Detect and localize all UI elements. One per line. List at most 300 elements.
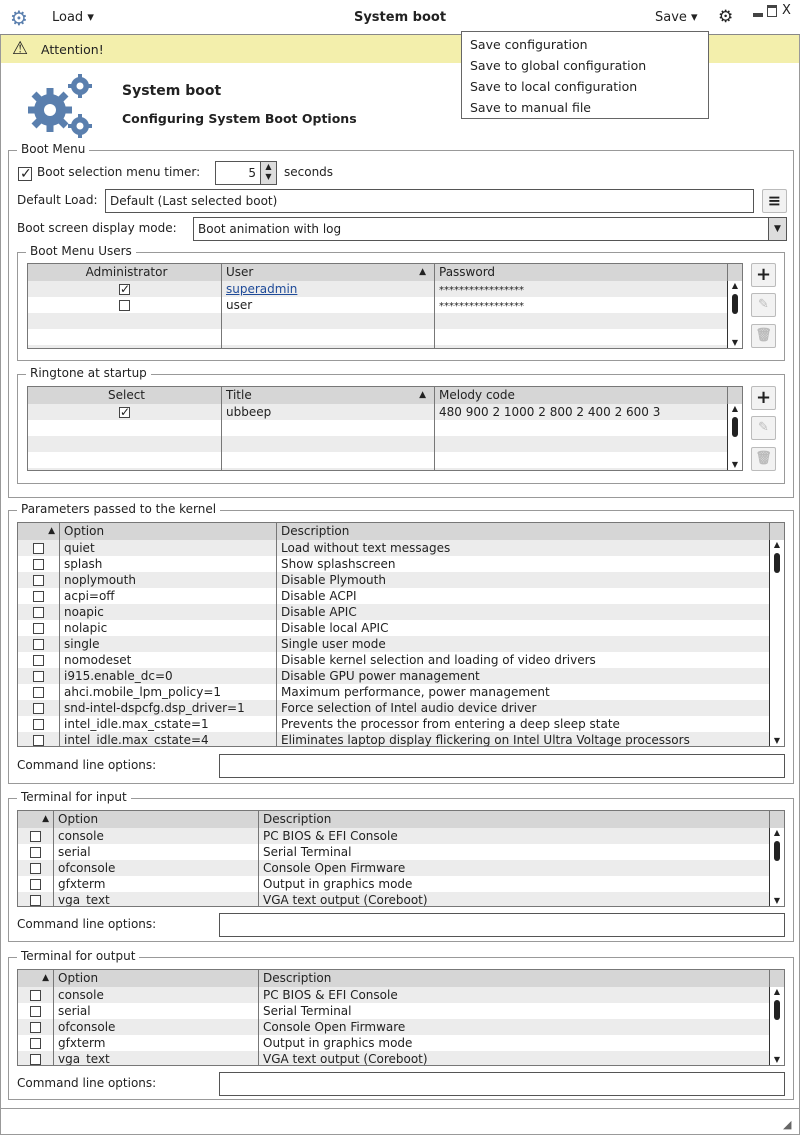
table-row[interactable] <box>18 684 784 700</box>
cell-text: 480 900 2 1000 2 800 2 400 2 600 3 <box>439 405 661 419</box>
menu-icon[interactable]: ≡ <box>762 189 787 213</box>
table-row[interactable] <box>18 828 784 844</box>
table-row[interactable] <box>18 716 784 732</box>
kernel-legend: Parameters passed to the kernel <box>17 502 220 516</box>
timer-checkbox[interactable] <box>18 167 32 181</box>
checkbox[interactable] <box>30 1054 41 1065</box>
checkbox[interactable] <box>33 735 44 746</box>
cell-text: single <box>64 637 100 651</box>
cell-text: splash <box>64 557 103 571</box>
table-cell <box>277 732 770 747</box>
cell-text: PC BIOS & EFI Console <box>263 829 398 843</box>
table-cell <box>28 281 222 297</box>
table-cell <box>222 468 435 471</box>
table-row[interactable] <box>18 1003 784 1019</box>
table-row[interactable] <box>18 844 784 860</box>
timer-stepper[interactable] <box>215 161 277 185</box>
table-row[interactable] <box>28 420 742 436</box>
table-cell <box>54 1019 259 1035</box>
table-cell <box>28 313 222 329</box>
cell-text: gfxterm <box>58 1036 106 1050</box>
cell-text: noplymouth <box>64 573 136 587</box>
checkbox[interactable] <box>33 591 44 602</box>
checkbox[interactable] <box>33 543 44 554</box>
column-header[interactable] <box>28 387 222 404</box>
checkbox[interactable] <box>30 863 41 874</box>
table-row[interactable] <box>18 700 784 716</box>
checkbox[interactable] <box>33 703 44 714</box>
term-out-table <box>17 969 785 1066</box>
scroll-up-icon[interactable]: ▲ <box>773 987 781 996</box>
users-add-plus-icon[interactable]: + <box>751 263 776 287</box>
save-menu-button[interactable]: Save ▾ <box>655 10 698 25</box>
checkbox[interactable] <box>30 1038 41 1049</box>
table-cell <box>18 604 60 620</box>
cell-text: serial <box>58 845 91 859</box>
table-row[interactable] <box>18 732 784 747</box>
scroll-down-icon[interactable]: ▼ <box>731 460 739 469</box>
column-header-label: Administrator <box>85 265 168 279</box>
table-cell <box>259 876 770 892</box>
table-cell <box>259 892 770 907</box>
table-cell <box>222 404 435 420</box>
checkbox[interactable] <box>33 575 44 586</box>
table-cell <box>259 1051 770 1066</box>
table-cell <box>54 844 259 860</box>
menu-item-save-manual[interactable]: Save to manual file <box>470 100 592 115</box>
column-header-label: Description <box>263 812 332 826</box>
table-cell <box>259 844 770 860</box>
column-header[interactable] <box>18 970 54 987</box>
users-legend: Boot Menu Users <box>26 244 136 258</box>
table-cell <box>28 345 222 349</box>
table-cell <box>222 452 435 468</box>
table-cell <box>222 436 435 452</box>
cell-text: Serial Terminal <box>263 1004 352 1018</box>
scroll-up-icon[interactable]: ▲ <box>773 540 781 549</box>
scroll-up-icon[interactable]: ▲ <box>731 404 739 413</box>
default-load-field[interactable]: Default (Last selected boot) <box>105 189 754 213</box>
table-cell <box>18 540 60 556</box>
column-header-label: Melody code <box>439 388 515 402</box>
table-cell <box>54 860 259 876</box>
cell-text: Single user mode <box>281 637 386 651</box>
column-header-label: User <box>226 265 254 279</box>
table-cell <box>54 1035 259 1051</box>
table-row[interactable] <box>18 620 784 636</box>
checkbox[interactable] <box>30 879 41 890</box>
column-header[interactable] <box>222 387 435 404</box>
cell-text: ahci.mobile_lpm_policy=1 <box>64 685 222 699</box>
table-row[interactable] <box>18 572 784 588</box>
status-divider <box>1 1108 799 1109</box>
column-header-label: Option <box>58 812 99 826</box>
cell-text: Output in graphics mode <box>263 877 413 891</box>
warning-icon: ⚠ <box>12 38 29 59</box>
table-row[interactable] <box>18 876 784 892</box>
table-cell <box>277 604 770 620</box>
table-cell <box>18 636 60 652</box>
cell-text: intel_idle.max_cstate=4 <box>64 733 209 747</box>
column-header-label: Description <box>263 971 332 985</box>
table-cell <box>18 987 54 1003</box>
table-row[interactable] <box>28 468 742 471</box>
cell-text: ubbeep <box>226 405 272 419</box>
ringtone-edit-pencil-icon[interactable]: ✎ <box>751 416 776 440</box>
table-cell <box>54 828 259 844</box>
seconds-label: seconds <box>284 165 334 179</box>
chevron-down-icon[interactable]: ▼ <box>768 218 786 240</box>
scroll-thumb[interactable] <box>774 553 780 573</box>
table-cell <box>28 468 222 471</box>
table-cell <box>259 987 770 1003</box>
cell-text: quiet <box>64 541 95 555</box>
table-row[interactable] <box>18 1051 784 1066</box>
cell-text: PC BIOS & EFI Console <box>263 988 398 1002</box>
cell-text: VGA text output (Coreboot) <box>263 1052 428 1066</box>
scroll-down-icon[interactable]: ▼ <box>731 338 739 347</box>
table-cell <box>435 313 728 329</box>
table-cell <box>259 1019 770 1035</box>
cell-text: i915.enable_dc=0 <box>64 669 173 683</box>
cell-text: Load without text messages <box>281 541 451 555</box>
table-cell <box>28 452 222 468</box>
cell-text: Console Open Firmware <box>263 1020 406 1034</box>
table-row[interactable] <box>18 588 784 604</box>
scroll-thumb[interactable] <box>732 294 738 314</box>
checkbox[interactable] <box>33 719 44 730</box>
cell-text: noapic <box>64 605 104 619</box>
sort-asc-icon[interactable]: ▲ <box>42 973 49 983</box>
header-filler <box>728 387 742 404</box>
header-filler <box>728 264 742 281</box>
table-row[interactable] <box>28 404 742 420</box>
cell-text: Prevents the processor from entering a deep sleep state <box>281 717 620 731</box>
check-icon: ✓ <box>120 282 131 296</box>
cell-text: Disable Plymouth <box>281 573 386 587</box>
table-cell <box>18 828 54 844</box>
minimize-icon[interactable] <box>753 13 763 17</box>
column-header[interactable] <box>18 523 60 540</box>
cell-text: Serial Terminal <box>263 845 352 859</box>
table-cell <box>222 281 435 297</box>
table-row[interactable] <box>18 892 784 907</box>
table-cell <box>277 684 770 700</box>
terminal-output-legend: Terminal for output <box>17 949 139 963</box>
table-row[interactable] <box>28 452 742 468</box>
table-cell <box>435 436 728 452</box>
scroll-down-icon[interactable]: ▼ <box>773 1055 781 1064</box>
timer-label: Boot selection menu timer: <box>37 165 201 179</box>
table-row[interactable] <box>18 668 784 684</box>
column-header[interactable] <box>28 264 222 281</box>
table-row[interactable] <box>28 281 742 297</box>
table-cell <box>28 297 222 313</box>
cell-text: Disable GPU power management <box>281 669 480 683</box>
users-delete-trash-icon[interactable]: 🗑 <box>751 324 776 348</box>
column-header[interactable] <box>54 970 259 987</box>
load-label: Load <box>52 10 84 25</box>
cell-text: Disable ACPI <box>281 589 357 603</box>
gears-icon: ⚙ <box>10 6 28 30</box>
checkbox[interactable] <box>30 1006 41 1017</box>
table-cell <box>435 329 728 345</box>
menu-item-save-local[interactable]: Save to local configuration <box>470 79 638 94</box>
column-header-label: Option <box>58 971 99 985</box>
table-cell <box>60 668 277 684</box>
header-title: System boot <box>122 83 222 99</box>
term-out-cmd-label: Command line options: <box>17 1076 157 1090</box>
column-header-label: Select <box>107 388 146 402</box>
window-title: System boot <box>353 10 447 25</box>
table-row[interactable] <box>28 329 742 345</box>
vertical-scrollbar[interactable] <box>769 828 784 906</box>
sort-asc-icon[interactable]: ▲ <box>48 526 55 536</box>
table-cell <box>435 281 728 297</box>
table-cell <box>18 716 60 732</box>
cell-text: ***************** <box>439 285 524 296</box>
table-cell <box>259 860 770 876</box>
table-cell <box>60 588 277 604</box>
scroll-up-icon[interactable]: ▲ <box>773 828 781 837</box>
cell-text: user <box>226 298 253 312</box>
sort-asc-icon[interactable]: ▲ <box>419 390 426 400</box>
cell-text: serial <box>58 1004 91 1018</box>
attention-text: Attention! <box>41 42 104 57</box>
display-mode-label: Boot screen display mode: <box>17 221 177 235</box>
vertical-scrollbar[interactable] <box>769 987 784 1065</box>
table-cell <box>60 604 277 620</box>
vertical-scrollbar[interactable] <box>727 281 742 348</box>
table-cell <box>18 892 54 907</box>
checkbox[interactable] <box>30 831 41 842</box>
scroll-up-icon[interactable]: ▲ <box>731 281 739 290</box>
table-cell <box>277 572 770 588</box>
checkbox[interactable] <box>33 639 44 650</box>
vertical-scrollbar[interactable] <box>769 540 784 746</box>
header-filler <box>770 523 784 540</box>
column-header[interactable] <box>277 523 770 540</box>
checkbox[interactable] <box>33 559 44 570</box>
column-header[interactable] <box>435 387 728 404</box>
table-cell <box>54 1003 259 1019</box>
term-out-cmd-input[interactable] <box>219 1072 785 1096</box>
table-cell <box>54 876 259 892</box>
table-cell <box>222 313 435 329</box>
table-cell <box>18 620 60 636</box>
table-cell <box>60 732 277 747</box>
resize-grip-icon[interactable]: ◢ <box>783 1118 792 1131</box>
checkbox-checked[interactable] <box>119 407 130 418</box>
cell-text: intel_idle.max_cstate=1 <box>64 717 209 731</box>
table-row[interactable] <box>28 345 742 349</box>
table-cell <box>435 452 728 468</box>
cell-text: Console Open Firmware <box>263 861 406 875</box>
users-edit-pencil-icon[interactable]: ✎ <box>751 293 776 317</box>
checkbox[interactable] <box>119 300 130 311</box>
kernel-cmd-label: Command line options: <box>17 758 157 772</box>
table-cell <box>222 420 435 436</box>
vertical-scrollbar[interactable] <box>727 404 742 470</box>
scroll-thumb[interactable] <box>732 417 738 437</box>
cell-text: gfxterm <box>58 877 106 891</box>
table-cell <box>60 620 277 636</box>
cell-text: vga_text <box>58 893 110 907</box>
column-header[interactable] <box>60 523 277 540</box>
column-header[interactable] <box>259 970 770 987</box>
menu-item-save-global[interactable]: Save to global configuration <box>470 58 647 73</box>
column-header[interactable] <box>435 264 728 281</box>
table-cell <box>277 620 770 636</box>
table-cell <box>60 556 277 572</box>
scroll-down-icon[interactable]: ▼ <box>773 896 781 905</box>
close-icon[interactable]: X <box>782 3 791 18</box>
display-mode-value: Boot animation with log <box>198 222 342 236</box>
table-cell <box>18 1003 54 1019</box>
term-in-cmd-input[interactable] <box>219 913 785 937</box>
table-cell <box>277 636 770 652</box>
table-row[interactable] <box>18 987 784 1003</box>
menu-item-save-configuration[interactable]: Save configuration <box>470 37 588 52</box>
cell-text: Output in graphics mode <box>263 1036 413 1050</box>
header-filler <box>770 970 784 987</box>
timer-value: 5 <box>248 166 256 180</box>
checkbox[interactable] <box>30 1022 41 1033</box>
checkbox[interactable] <box>30 990 41 1001</box>
table-cell <box>60 684 277 700</box>
column-header[interactable] <box>54 811 259 828</box>
cell-text: vga_text <box>58 1052 110 1066</box>
kernel-cmd-input[interactable] <box>219 754 785 778</box>
table-cell <box>18 588 60 604</box>
table-cell <box>222 329 435 345</box>
table-cell <box>28 420 222 436</box>
table-cell <box>28 329 222 345</box>
default-load-label: Default Load: <box>17 193 98 207</box>
users-table <box>27 263 743 349</box>
table-cell <box>18 860 54 876</box>
boot-menu-legend: Boot Menu <box>17 142 89 156</box>
table-cell <box>60 540 277 556</box>
maximize-icon[interactable] <box>767 5 777 17</box>
column-header-label: Title <box>226 388 252 402</box>
gear-icon[interactable]: ⚙ <box>718 7 734 27</box>
checkbox[interactable] <box>33 687 44 698</box>
table-cell <box>435 345 728 349</box>
checkbox[interactable] <box>30 895 41 906</box>
table-row[interactable] <box>28 297 742 313</box>
table-cell <box>435 404 728 420</box>
table-cell <box>435 420 728 436</box>
title-bar <box>0 0 800 35</box>
table-cell <box>18 1051 54 1066</box>
cell-text: ofconsole <box>58 1020 116 1034</box>
table-cell <box>28 404 222 420</box>
header-subtitle: Configuring System Boot Options <box>122 111 357 126</box>
column-header-label: Password <box>439 265 496 279</box>
save-label: Save <box>655 10 687 25</box>
table-cell <box>18 668 60 684</box>
scroll-thumb[interactable] <box>774 1000 780 1020</box>
ringtone-delete-trash-icon[interactable]: 🗑 <box>751 447 776 471</box>
stepper-arrows-icon[interactable]: ▲ ▼ <box>260 162 276 184</box>
table-row[interactable] <box>18 1019 784 1035</box>
check-icon: ✓ <box>20 165 32 182</box>
sort-asc-icon[interactable]: ▲ <box>419 267 426 277</box>
table-row[interactable] <box>18 636 784 652</box>
table-cell <box>277 716 770 732</box>
cell-text: Disable kernel selection and loading of video drivers <box>281 653 596 667</box>
column-header[interactable] <box>18 811 54 828</box>
ringtone-add-plus-icon[interactable]: + <box>751 386 776 410</box>
kernel-table <box>17 522 785 747</box>
column-header[interactable] <box>222 264 435 281</box>
table-cell <box>18 684 60 700</box>
scroll-down-icon[interactable]: ▼ <box>773 736 781 745</box>
table-cell <box>18 844 54 860</box>
table-cell <box>18 1019 54 1035</box>
checkbox-checked[interactable] <box>119 284 130 295</box>
column-header-label: Option <box>64 524 105 538</box>
table-cell <box>435 468 728 471</box>
load-menu-button[interactable]: Load ▾ <box>52 10 94 25</box>
table-row[interactable] <box>18 556 784 572</box>
table-row[interactable] <box>18 1035 784 1051</box>
ringtone-table <box>27 386 743 471</box>
cell-text: snd-intel-dspcfg.dsp_driver=1 <box>64 701 245 715</box>
table-cell <box>60 700 277 716</box>
ringtone-legend: Ringtone at startup <box>26 366 151 380</box>
table-row[interactable] <box>28 436 742 452</box>
cell-text: acpi=off <box>64 589 115 603</box>
table-cell <box>435 297 728 313</box>
table-row[interactable] <box>18 652 784 668</box>
checkbox[interactable] <box>30 847 41 858</box>
table-cell <box>18 732 60 747</box>
terminal-input-legend: Terminal for input <box>17 790 131 804</box>
cell-text: nolapic <box>64 621 108 635</box>
table-cell <box>54 892 259 907</box>
cell-text: superadmin <box>226 282 298 296</box>
cell-text: Disable local APIC <box>281 621 389 635</box>
cell-text: VGA text output (Coreboot) <box>263 893 428 907</box>
display-mode-select[interactable] <box>193 217 787 241</box>
cell-text: Force selection of Intel audio device driver <box>281 701 537 715</box>
column-header-label: Description <box>281 524 350 538</box>
table-cell <box>18 572 60 588</box>
table-cell <box>277 556 770 572</box>
scroll-thumb[interactable] <box>774 841 780 861</box>
table-cell <box>259 1035 770 1051</box>
checkbox[interactable] <box>33 655 44 666</box>
cell-text: ofconsole <box>58 861 116 875</box>
checkbox[interactable] <box>33 607 44 618</box>
checkbox[interactable] <box>33 671 44 682</box>
table-row[interactable] <box>18 604 784 620</box>
table-row[interactable] <box>28 313 742 329</box>
cell-text: console <box>58 988 104 1002</box>
column-header[interactable] <box>259 811 770 828</box>
term-in-table <box>17 810 785 907</box>
table-cell <box>60 716 277 732</box>
table-cell <box>259 828 770 844</box>
table-row[interactable] <box>18 860 784 876</box>
sort-asc-icon[interactable]: ▲ <box>42 814 49 824</box>
table-row[interactable] <box>18 540 784 556</box>
checkbox[interactable] <box>33 623 44 634</box>
table-cell <box>60 652 277 668</box>
cell-text: ***************** <box>439 301 524 312</box>
